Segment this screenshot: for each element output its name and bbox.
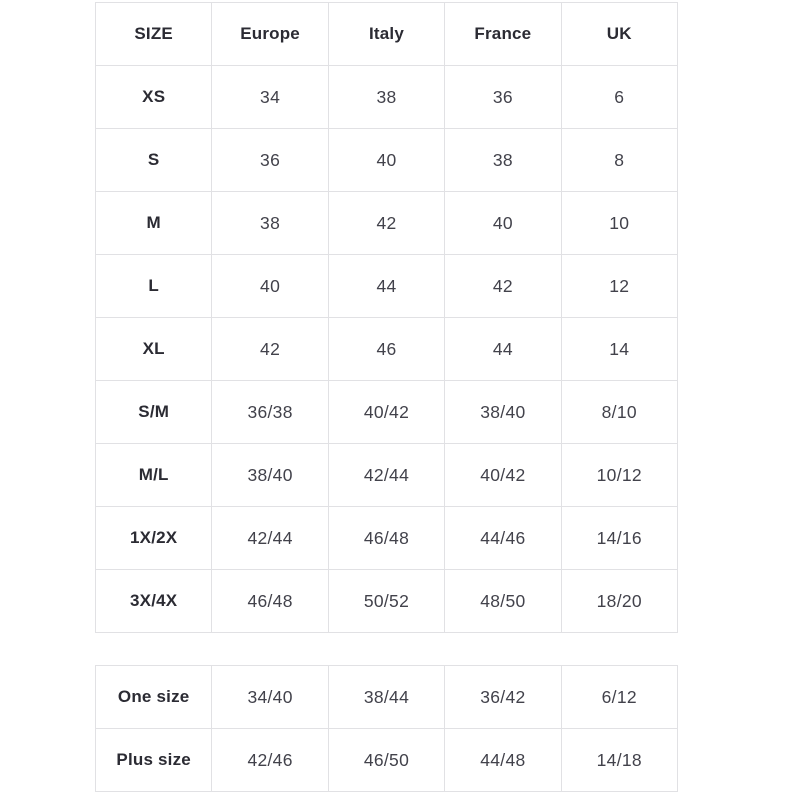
size-label: L: [96, 255, 212, 318]
header-row: [96, 3, 678, 66]
cell-italy: 38/44: [328, 666, 444, 729]
size-label: 1X/2X: [96, 507, 212, 570]
cell-europe: 42/44: [212, 507, 328, 570]
cell-europe: 46/48: [212, 570, 328, 633]
cell-uk: 10/12: [561, 444, 677, 507]
size-label: S: [96, 129, 212, 192]
header-italy: Italy: [328, 3, 444, 66]
cell-europe: 42: [212, 318, 328, 381]
cell-italy: 40: [328, 129, 444, 192]
table-row-1x-2x: [96, 507, 678, 570]
special-size-table: [95, 665, 678, 792]
cell-uk: 14/18: [561, 729, 677, 792]
cell-europe: 36: [212, 129, 328, 192]
table-row-xs: [96, 66, 678, 129]
cell-france: 44/46: [445, 507, 561, 570]
size-label: XS: [96, 66, 212, 129]
cell-france: 44/48: [445, 729, 561, 792]
size-table-header: [96, 3, 678, 66]
table-row-m-l: [96, 444, 678, 507]
table-row-3x-4x: [96, 570, 678, 633]
cell-france: 44: [445, 318, 561, 381]
size-conversion-chart: [95, 2, 678, 792]
cell-italy: 38: [328, 66, 444, 129]
table-row-s: [96, 129, 678, 192]
cell-uk: 6: [561, 66, 677, 129]
size-label: M/L: [96, 444, 212, 507]
cell-uk: 14: [561, 318, 677, 381]
size-label: 3X/4X: [96, 570, 212, 633]
cell-italy: 50/52: [328, 570, 444, 633]
table-row-plus-size: [96, 729, 678, 792]
special-size-table-body: [96, 666, 678, 792]
cell-italy: 40/42: [328, 381, 444, 444]
cell-uk: 8/10: [561, 381, 677, 444]
cell-france: 40: [445, 192, 561, 255]
cell-france: 42: [445, 255, 561, 318]
cell-europe: 38/40: [212, 444, 328, 507]
size-label: M: [96, 192, 212, 255]
cell-europe: 38: [212, 192, 328, 255]
cell-france: 36: [445, 66, 561, 129]
cell-italy: 46/48: [328, 507, 444, 570]
size-label: XL: [96, 318, 212, 381]
header-france: France: [445, 3, 561, 66]
cell-france: 48/50: [445, 570, 561, 633]
cell-france: 36/42: [445, 666, 561, 729]
table-gap-spacer: [95, 633, 678, 665]
cell-italy: 42/44: [328, 444, 444, 507]
cell-italy: 44: [328, 255, 444, 318]
cell-italy: 46: [328, 318, 444, 381]
cell-europe: 42/46: [212, 729, 328, 792]
header-europe: Europe: [212, 3, 328, 66]
cell-europe: 40: [212, 255, 328, 318]
table-row-m: [96, 192, 678, 255]
cell-italy: 46/50: [328, 729, 444, 792]
cell-uk: 14/16: [561, 507, 677, 570]
cell-france: 38/40: [445, 381, 561, 444]
table-row-xl: [96, 318, 678, 381]
table-row-s-m: [96, 381, 678, 444]
cell-uk: 6/12: [561, 666, 677, 729]
size-label: One size: [96, 666, 212, 729]
cell-france: 40/42: [445, 444, 561, 507]
cell-uk: 10: [561, 192, 677, 255]
header-size: SIZE: [96, 3, 212, 66]
size-table-body: [96, 66, 678, 633]
size-label: Plus size: [96, 729, 212, 792]
cell-europe: 36/38: [212, 381, 328, 444]
cell-uk: 12: [561, 255, 677, 318]
table-row-l: [96, 255, 678, 318]
cell-italy: 42: [328, 192, 444, 255]
size-label: S/M: [96, 381, 212, 444]
cell-france: 38: [445, 129, 561, 192]
cell-europe: 34/40: [212, 666, 328, 729]
cell-uk: 8: [561, 129, 677, 192]
cell-uk: 18/20: [561, 570, 677, 633]
table-row-one-size: [96, 666, 678, 729]
cell-europe: 34: [212, 66, 328, 129]
size-conversion-table: [95, 2, 678, 633]
header-uk: UK: [561, 3, 677, 66]
